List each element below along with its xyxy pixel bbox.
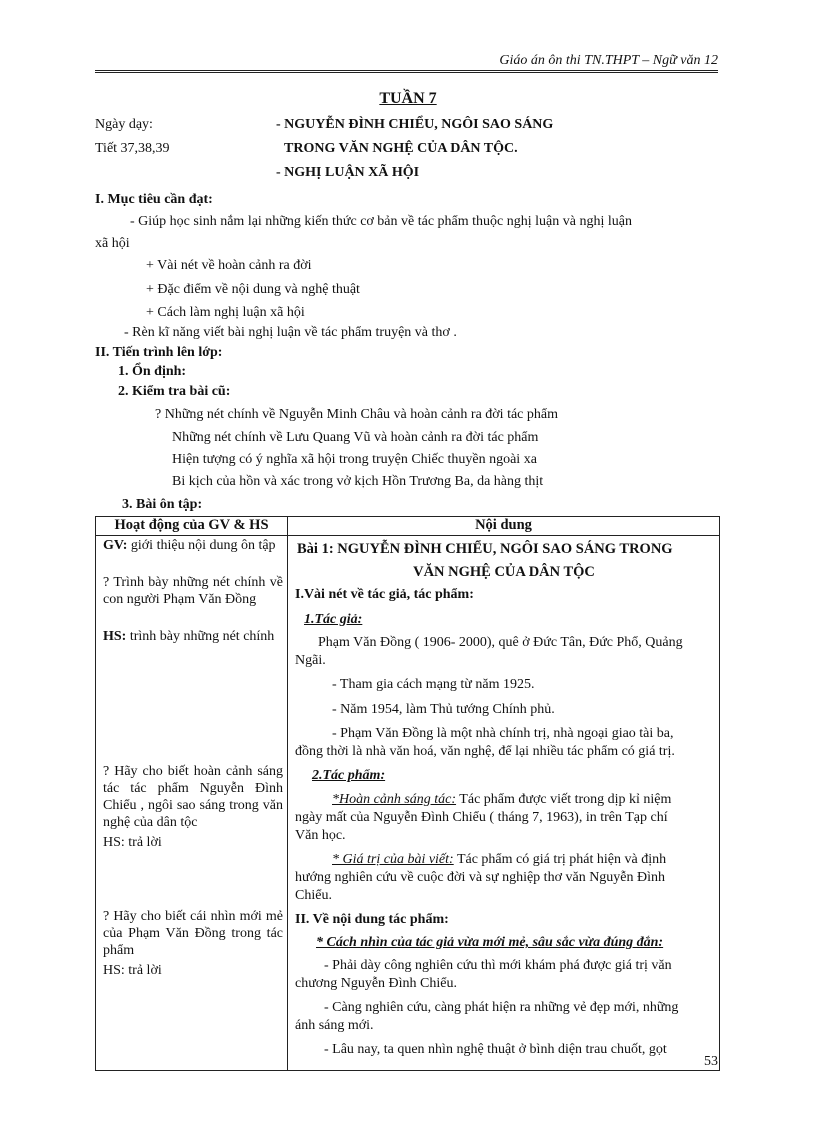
page-number: 53 — [704, 1054, 718, 1069]
page-title: TUẦN 7 — [379, 90, 437, 107]
part-2-heading: II. Về nội dung tác phẩm: — [295, 912, 449, 927]
lesson-title-line-2: VĂN NGHỆ CỦA DÂN TỘC — [413, 564, 595, 580]
step-1: 1. Ổn định: — [118, 364, 187, 379]
value-text: * Giá trị của bài viết: Tác phẩm có giá trị phát hiện và định — [332, 852, 667, 867]
header-divider — [95, 70, 718, 73]
column-header-content: Nội dung — [288, 517, 720, 536]
skill-objective: - Rèn kĩ năng viết bài nghị luận về tác phẩm truyện và thơ . — [124, 325, 457, 340]
view-heading: * Cách nhìn của tác giả vừa mới mẻ, sâu sắc vừa đúng đắn: — [316, 935, 664, 950]
section-1-intro-line-2: xã hội — [95, 236, 130, 251]
view-point: - Càng nghiên cứu, càng phát hiện ra những vẻ đẹp mới, những — [324, 1000, 679, 1015]
view-point: ánh sáng mới. — [295, 1018, 374, 1033]
topic-1-line-1: - NGUYỄN ĐÌNH CHIỂU, NGÔI SAO SÁNG — [276, 117, 554, 132]
value-text: Chiểu. — [295, 888, 332, 903]
objective-item: + Cách làm nghị luận xã hội — [146, 305, 305, 320]
activity-question: ? Hãy cho biết cái nhìn mới mẻ của Phạm Văn Đồng trong tác phẩm — [103, 909, 283, 958]
student-answer: HS: trả lời — [103, 963, 162, 978]
view-point: chương Nguyễn Đình Chiểu. — [295, 976, 457, 991]
topic-1-line-2: TRONG VĂN NGHỆ CỦA DÂN TỘC. — [284, 141, 518, 156]
section-2-heading: II. Tiến trình lên lớp: — [95, 345, 223, 360]
running-header: Giáo án ôn thi TN.THPT – Ngữ văn 12 — [499, 53, 718, 68]
lesson-title-line-1: Bài 1: NGUYỄN ĐÌNH CHIỂU, NGÔI SAO SÁNG TRONG — [297, 541, 673, 557]
author-bullet: - Phạm Văn Đồng là một nhà chính trị, nhà ngoại giao tài ba, — [332, 726, 674, 741]
student-answer: HS: trả lời — [103, 835, 162, 850]
section-1-intro-line-1: - Giúp học sinh nắm lại những kiến thức cơ bản về tác phẩm thuộc nghị luận và nghị luận — [130, 214, 632, 229]
context-text: ngày mất của Nguyễn Đình Chiểu ( tháng 7, 1963), in trên Tạp chí — [295, 810, 668, 825]
content-column — [288, 536, 719, 1070]
step-3: 3. Bài ôn tập: — [122, 497, 203, 512]
step-2: 2. Kiểm tra bài cũ: — [118, 384, 231, 399]
part-1-heading: I.Vài nét về tác giả, tác phẩm: — [295, 587, 474, 602]
lesson-table — [95, 516, 720, 1071]
objective-item: + Vài nét về hoàn cảnh ra đời — [146, 258, 312, 273]
review-question: Hiện tượng có ý nghĩa xã hội trong truyện Chiếc thuyền ngoài xa — [172, 452, 537, 467]
objective-item: + Đặc điểm về nội dung và nghệ thuật — [146, 282, 360, 297]
teacher-activity: GV: giới thiệu nội dung ôn tập — [103, 538, 276, 553]
author-heading: 1.Tác giả: — [304, 612, 363, 627]
author-bullet: - Tham gia cách mạng từ năm 1925. — [332, 677, 535, 692]
column-header-activities: Hoạt động của GV & HS — [96, 517, 288, 536]
lesson-periods: Tiết 37,38,39 — [95, 141, 170, 156]
view-point: - Lâu nay, ta quen nhìn nghệ thuật ở bình diện trau chuốt, gọt — [324, 1042, 667, 1057]
date-label: Ngày dạy: — [95, 117, 153, 132]
author-bullet: - Năm 1954, làm Thủ tướng Chính phủ. — [332, 702, 555, 717]
activities-column — [96, 536, 287, 1070]
work-heading: 2.Tác phẩm: — [312, 768, 386, 783]
author-text: Phạm Văn Đồng ( 1906- 2000), quê ở Đức Tân, Đức Phổ, Quảng — [318, 635, 683, 650]
author-text: Ngãi. — [295, 653, 326, 668]
topic-2: - NGHỊ LUẬN XÃ HỘI — [276, 165, 420, 180]
review-question: Những nét chính về Lưu Quang Vũ và hoàn cảnh ra đời tác phẩm — [172, 430, 539, 445]
context-text: Văn học. — [295, 828, 346, 843]
student-activity: HS: trình bày những nét chính — [103, 629, 275, 644]
author-bullet: đồng thời là nhà văn hoá, văn nghệ, để lại nhiều tác phẩm có giá trị. — [295, 744, 675, 759]
review-question: ? Những nét chính về Nguyễn Minh Châu và hoàn cảnh ra đời tác phẩm — [155, 407, 558, 422]
context-text: *Hoàn cảnh sáng tác: Tác phẩm được viết trong dịp kỉ niệm — [332, 792, 672, 807]
activity-question: ? Trình bày những nét chính về con người Phạm Văn Đồng — [103, 575, 283, 607]
review-question: Bi kịch của hồn và xác trong vở kịch Hồn Trương Ba, da hàng thịt — [172, 474, 544, 489]
value-text: hướng nghiên cứu về cuộc đời và sự nghiệp thơ văn Nguyễn Đình — [295, 870, 666, 885]
activity-question: ? Hãy cho biết hoàn cảnh sáng tác tác phẩm Nguyễn Đình Chiểu , ngôi sao sáng trong văn nghệ của dân tộc — [103, 764, 283, 830]
view-point: - Phải dày công nghiên cứu thì mới khám phá được giá trị văn — [324, 958, 672, 973]
section-1-heading: I. Mục tiêu cần đạt: — [95, 192, 213, 207]
